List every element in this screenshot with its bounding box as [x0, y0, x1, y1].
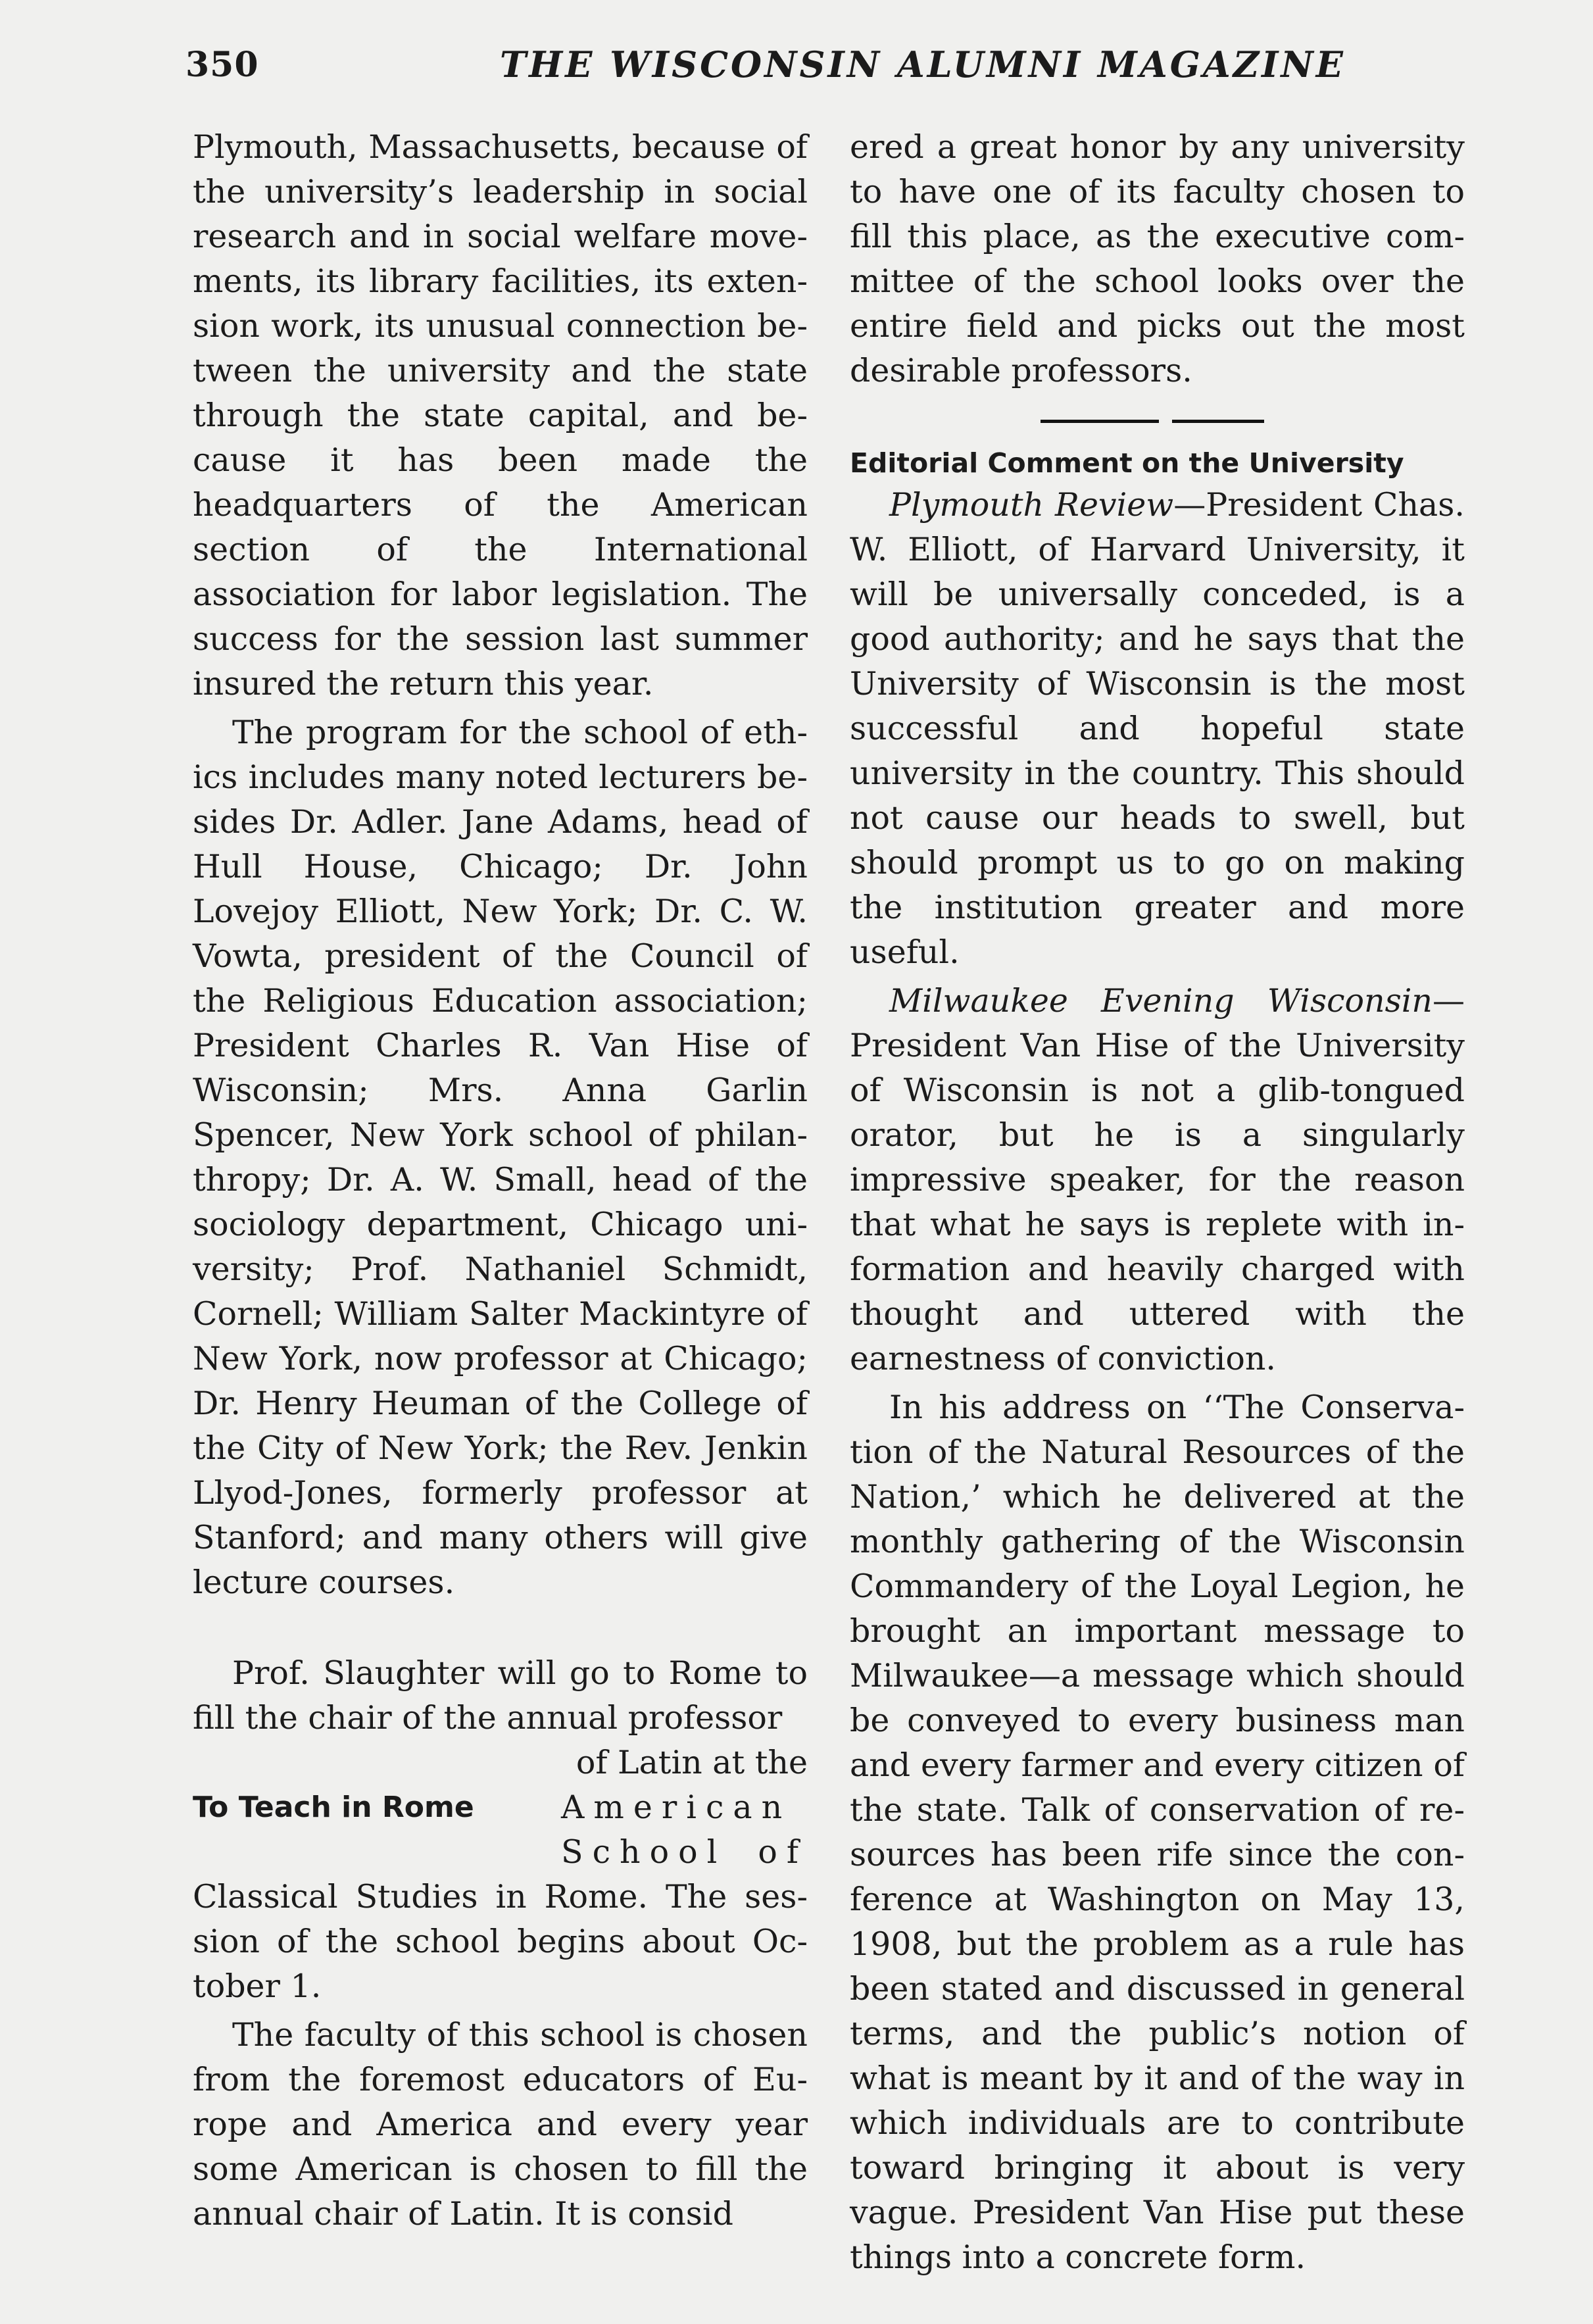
- section-heading: Editorial Comment on the University: [850, 447, 1404, 479]
- page-number: 350: [185, 45, 259, 85]
- paragraph-left-2: The program for the school of ethics includes many noted lecturers besides Dr. Adler. Jane Adams, head of Hull House, Chicago; Dr. John Lovejoy Elliott, New York; Dr. C. W. Vowta, president of the Council of the Religious Education association; President Charles R. Van Hise of Wisconsin; Mrs. Anna Garlin Spencer, New York school of philanthropy; Dr. A. W. Small, head of the sociology department, Chicago university; Prof. Nathaniel Schmidt, Cornell; William Salter Mackintyre of New York, now professor at Chicago; Dr. Henry Heuman of the College of the City of New York; the Rev. Jenkin Llyod-Jones, formerly professor at Stanford; and many others will give lecture courses.: [193, 714, 808, 1601]
- side-heading: To Teach in Rome: [193, 1791, 474, 1824]
- divider-rule: [850, 393, 1465, 443]
- paragraph-right-2-text: —President Chas. W. Elliott, of Harvard University, it will be universally conceded, is a good authority; and he says that the University of Wisconsin is the most successful and hopeful state university in the country. This should not cause our heads to swell, but should prompt us to go on making the institution greater and more useful.: [850, 486, 1465, 971]
- paragraph-left-4: The faculty of this school is chosen from the foremost educators of Europe and America and every year some American is chosen to fill the annual chair of Latin. It is consid: [193, 2016, 808, 2233]
- right-column: [850, 125, 1465, 2280]
- source-milwaukee-evening-wisconsin: Milwaukee Evening Wisconsin: [889, 982, 1433, 1020]
- side-line-1: of Latin at the: [576, 1744, 808, 1781]
- paragraph-right-4: In his address on ‘‘The Conservation of the Natural Resources of the Nation,’ which he delivered at the monthly gathering of the Wisconsin Commandery of the Loyal Legion, he brought an important message to Milwaukee—a message which should be conveyed to every business man and every farmer and every citizen of the state. Talk of conservation of resources has been rife since the conference at Washington on May 13, 1908, but the problem as a rule has been stated and discussed in general terms, and the public’s notion of what is meant by it and of the way in which individuals are to contribute toward bringing it about is very vague. President Van Hise put these things into a concrete form.: [850, 1389, 1465, 2276]
- paragraph-right-1: ered a great honor by any university to have one of its faculty chosen to fill this place, as the executive committee of the school looks over the entire field and picks out the most desirable professors.: [850, 128, 1465, 389]
- left-column: [193, 125, 808, 2237]
- paragraph-left-3-lead: Prof. Slaughter will go to Rome to fill the chair of the annual professor: [193, 1654, 808, 1737]
- source-plymouth-review: Plymouth Review: [889, 486, 1174, 524]
- rule-left: [1041, 420, 1159, 423]
- magazine-title: THE WISCONSIN ALUMNI MAGAZINE: [500, 43, 1346, 86]
- side-line-2: American: [561, 1789, 792, 1826]
- rule-right: [1172, 420, 1264, 423]
- paragraph-left-3-rest: Classical Studies in Rome. The session of the school begins about October 1.: [193, 1878, 808, 2005]
- side-line-3: School of: [561, 1833, 808, 1871]
- side-heading-block: [193, 1741, 808, 1875]
- paragraph-right-3: [850, 979, 1465, 1381]
- paragraph-left-1: Plymouth, Massachusetts, because of the university’s leadership in social research and in social welfare movements, its library facilities, its extension work, its unusual connection between the university and the state through the state capital, and because it has been made the headquarters of the American section of the International association for labor legislation. The success for the session last summer insured the return this year.: [193, 128, 808, 703]
- paragraph-right-2: [850, 483, 1465, 975]
- paragraph-right-3-text: — President Van Hise of the University of Wisconsin is not a glib-tongued orator, but he is a singularly impressive speaker, for the reason that what he says is replete with information and heavily charged with thought and uttered with the earnestness of conviction.: [850, 982, 1465, 1377]
